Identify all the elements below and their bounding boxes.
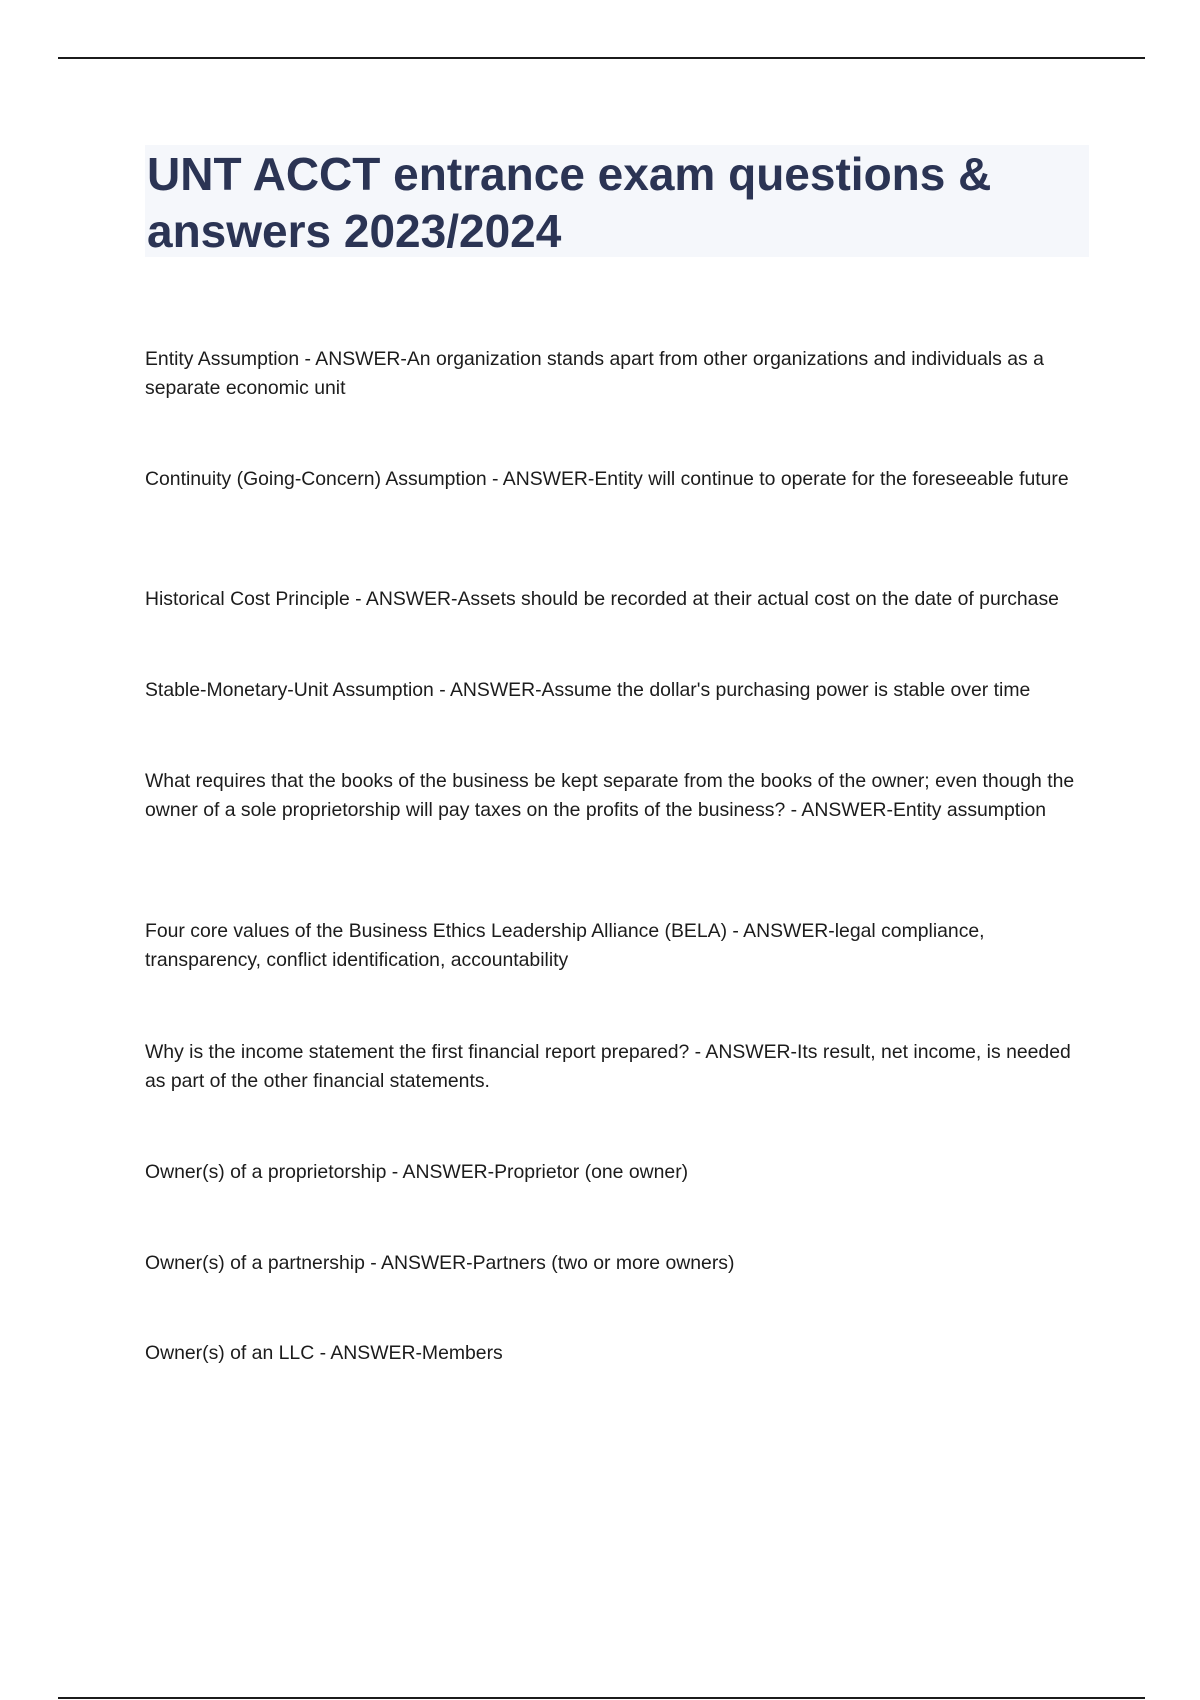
qa-item-bela-core-values: Four core values of the Business Ethics Leadership Alliance (BELA) - ANSWER-legal compliance, transparency, conflict identification, accountability <box>145 920 985 971</box>
qa-item-stable-monetary-unit: Stable-Monetary-Unit Assumption - ANSWER-Assume the dollar's purchasing power is stable over time <box>145 679 1031 701</box>
qa-item-income-statement-first: Why is the income statement the first financial report prepared? - ANSWER-Its result, net income, is needed as part of the other financial statements. <box>145 1041 1071 1092</box>
title-banner <box>145 145 1089 257</box>
qa-item-proprietorship-owner: Owner(s) of a proprietorship - ANSWER-Proprietor (one owner) <box>145 1161 689 1183</box>
qa-item-continuity-assumption: Continuity (Going-Concern) Assumption - ANSWER-Entity will continue to operate for the foreseeable future <box>145 468 1069 490</box>
qa-item-partnership-owner: Owner(s) of a partnership - ANSWER-Partners (two or more owners) <box>145 1252 735 1274</box>
qa-item-entity-assumption: Entity Assumption - ANSWER-An organization stands apart from other organizations and individuals as a separate economic unit <box>145 348 1044 399</box>
page-title: UNT ACCT entrance exam questions & answers 2023/2024 <box>147 148 992 257</box>
top-divider <box>58 57 1145 59</box>
qa-item-books-separate: What requires that the books of the business be kept separate from the books of the owner; even though the owner of a sole proprietorship will pay taxes on the profits of the business? - ANSWER-Entity assumption <box>145 770 1075 821</box>
qa-item-llc-owner: Owner(s) of an LLC - ANSWER-Members <box>145 1342 503 1364</box>
bottom-divider <box>58 1697 1145 1699</box>
qa-item-historical-cost: Historical Cost Principle - ANSWER-Assets should be recorded at their actual cost on the date of purchase <box>145 588 1059 610</box>
